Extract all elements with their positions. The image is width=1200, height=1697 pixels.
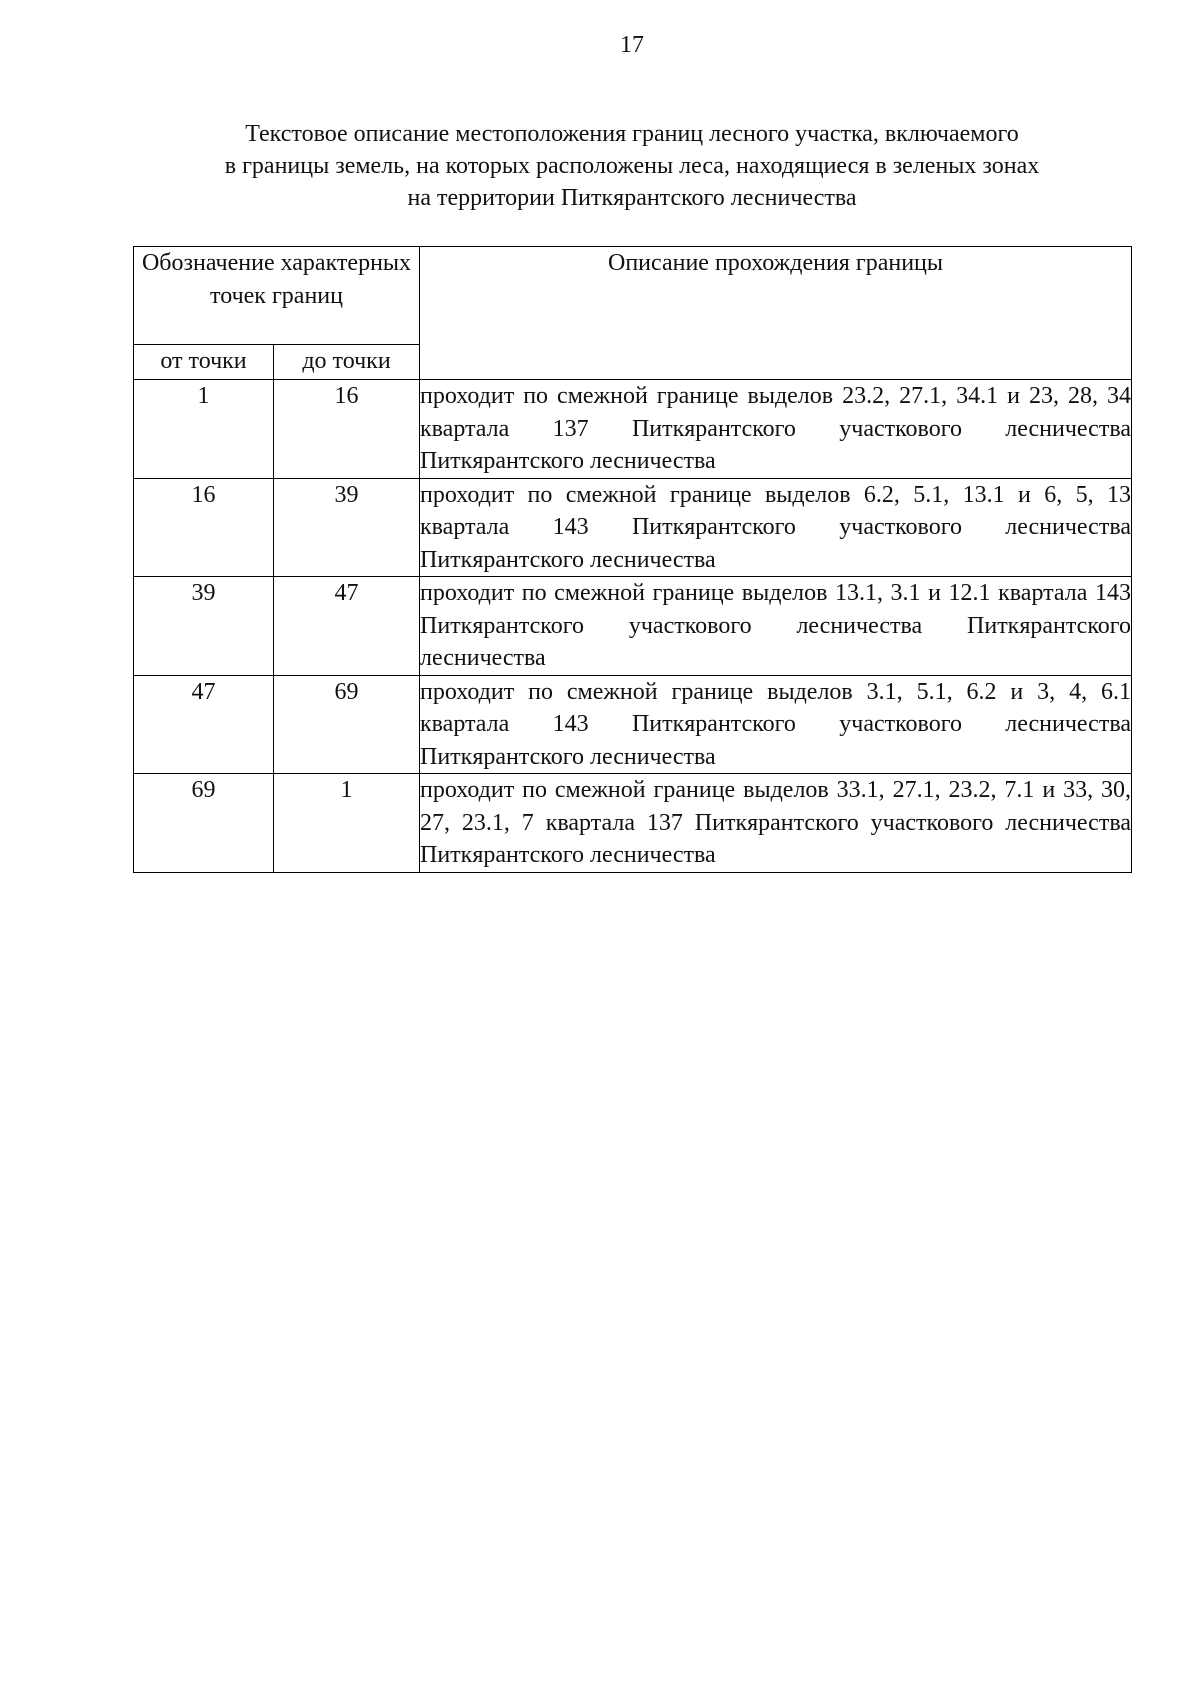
header-to-point: до точки [274, 345, 420, 380]
header-from-point: от точки [134, 345, 274, 380]
table-row [134, 675, 1132, 774]
from-point-cell: 1 [134, 380, 274, 479]
description-cell: проходит по смежной границе выделов 6.2, 5.1, 13.1 и 6, 5, 13 квартала 143 Питкярантского участкового лесничества Питкярантского лесничества [420, 478, 1132, 577]
to-point-cell: 69 [274, 675, 420, 774]
page-number: 17 [620, 32, 644, 58]
to-point-cell: 39 [274, 478, 420, 577]
description-cell: проходит по смежной границе выделов 13.1, 3.1 и 12.1 квартала 143 Питкярантского участкового лесничества Питкярантского лесничества [420, 577, 1132, 676]
description-cell: проходит по смежной границе выделов 23.2, 27.1, 34.1 и 23, 28, 34 квартала 137 Питкярантского участкового лесничества Питкярантского лесничества [420, 380, 1132, 479]
boundary-table [133, 246, 1132, 873]
from-point-cell: 39 [134, 577, 274, 676]
description-cell: проходит по смежной границе выделов 3.1, 5.1, 6.2 и 3, 4, 6.1 квартала 143 Питкярантского участкового лесничества Питкярантского лесничества [420, 675, 1132, 774]
title-line-3: на территории Питкярантского лесничества [407, 185, 857, 211]
document-title [120, 118, 1144, 214]
title-line-2: в границы земель, на которых расположены леса, находящиеся в зеленых зонах [224, 153, 1040, 179]
header-points: Обозначение характерных точек границ [134, 247, 420, 345]
table-row [134, 774, 1132, 873]
description-cell: проходит по смежной границе выделов 33.1, 27.1, 23.2, 7.1 и 33, 30, 27, 23.1, 7 квартала 137 Питкярантского участкового лесничества Питкярантского лесничества [420, 774, 1132, 873]
to-point-cell: 47 [274, 577, 420, 676]
from-point-cell: 47 [134, 675, 274, 774]
table-header-row [134, 247, 1132, 345]
to-point-cell: 1 [274, 774, 420, 873]
from-point-cell: 69 [134, 774, 274, 873]
title-line-1: Текстовое описание местоположения границ лесного участка, включаемого [245, 121, 1019, 147]
table-row [134, 577, 1132, 676]
table-row [134, 478, 1132, 577]
header-description: Описание прохождения границы [420, 247, 1132, 380]
to-point-cell: 16 [274, 380, 420, 479]
from-point-cell: 16 [134, 478, 274, 577]
table-row [134, 380, 1132, 479]
